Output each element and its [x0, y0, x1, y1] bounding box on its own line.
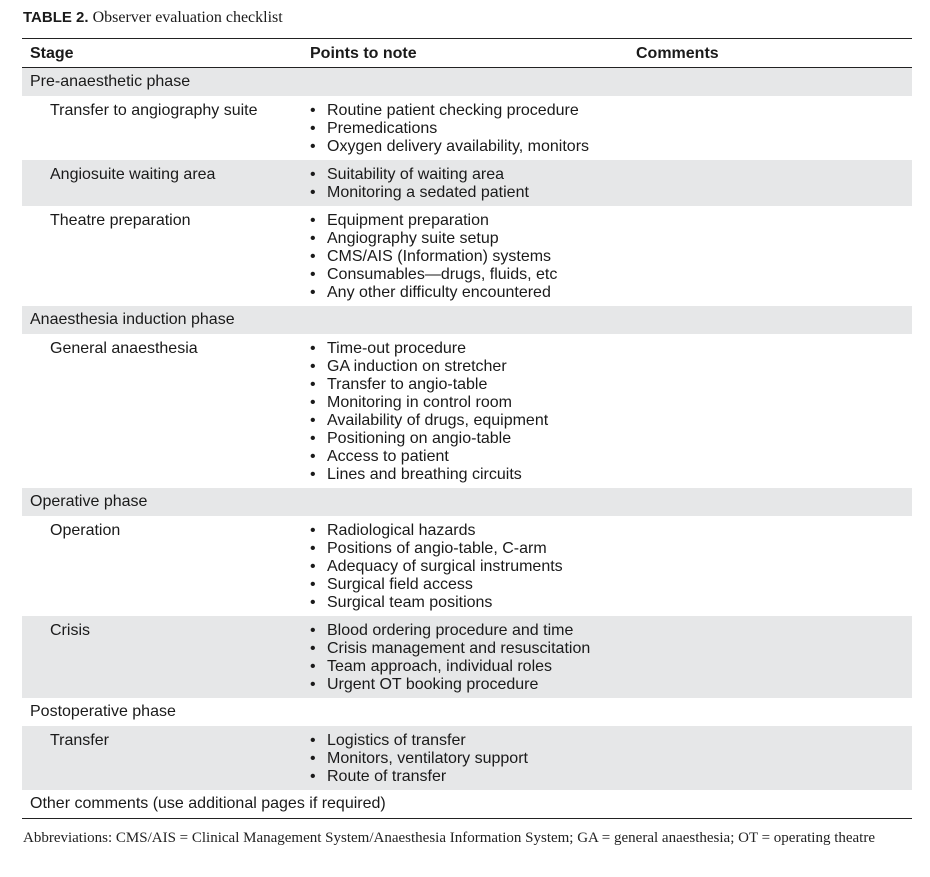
phase-label: Other comments (use additional pages if required)	[30, 795, 386, 812]
points-list	[310, 334, 548, 488]
phase-row	[22, 790, 912, 818]
point-item: • Transfer to angio-table	[310, 376, 548, 394]
point-item: • Suitability of waiting area	[310, 166, 529, 184]
point-item: • Radiological hazards	[310, 522, 563, 540]
point-item: • Premedications	[310, 120, 589, 138]
point-item: • Team approach, individual roles	[310, 658, 590, 676]
phase-label: Postoperative phase	[30, 703, 176, 720]
table-title: Observer evaluation checklist	[92, 9, 283, 26]
stage-row	[22, 160, 912, 206]
point-item: • Access to patient	[310, 448, 548, 466]
phase-row	[22, 306, 912, 334]
point-item: • Blood ordering procedure and time	[310, 622, 590, 640]
stage-label: Transfer	[50, 732, 109, 749]
points-list	[310, 206, 557, 306]
stage-row	[22, 206, 912, 306]
point-item: • Monitoring a sedated patient	[310, 184, 529, 202]
point-item: • Monitoring in control room	[310, 394, 548, 412]
phase-row	[22, 488, 912, 516]
point-item: • Consumables—drugs, fluids, etc	[310, 266, 557, 284]
point-item: • Positions of angio-table, C-arm	[310, 540, 563, 558]
points-list	[310, 616, 590, 698]
stage-label: Theatre preparation	[50, 212, 191, 229]
stage-label: Angiosuite waiting area	[50, 166, 216, 183]
checklist-table	[22, 38, 912, 819]
stage-label: Transfer to angiography suite	[50, 102, 258, 119]
phase-row	[22, 698, 912, 726]
table-header	[22, 39, 912, 68]
point-item: • Lines and breathing circuits	[310, 466, 548, 484]
header-comments: Comments	[636, 45, 719, 62]
point-item: • Surgical team positions	[310, 594, 563, 612]
points-list	[310, 96, 589, 160]
point-item: • Equipment preparation	[310, 212, 557, 230]
stage-row	[22, 516, 912, 616]
point-item: • CMS/AIS (Information) systems	[310, 248, 557, 266]
point-item: • Route of transfer	[310, 768, 528, 786]
header-points: Points to note	[310, 45, 417, 62]
table-caption	[23, 9, 283, 27]
stage-label: General anaesthesia	[50, 340, 198, 357]
table-label: TABLE 2.	[23, 9, 89, 26]
points-list	[310, 726, 528, 790]
point-item: • Routine patient checking procedure	[310, 102, 589, 120]
point-item: • Angiography suite setup	[310, 230, 557, 248]
stage-label: Operation	[50, 522, 121, 539]
point-item: • Time-out procedure	[310, 340, 548, 358]
abbreviations-footnote: Abbreviations: CMS/AIS = Clinical Management System/Anaesthesia Information System; GA = general anaesthesia; OT = operating theatre	[23, 830, 876, 846]
stage-row	[22, 334, 912, 488]
phase-label: Pre-anaesthetic phase	[30, 73, 191, 90]
stage-row	[22, 616, 912, 698]
points-list	[310, 160, 529, 206]
point-item: • Adequacy of surgical instruments	[310, 558, 563, 576]
point-item: • Positioning on angio-table	[310, 430, 548, 448]
point-item: • Crisis management and resuscitation	[310, 640, 590, 658]
point-item: • Oxygen delivery availability, monitors	[310, 138, 589, 156]
point-item: • Urgent OT booking procedure	[310, 676, 590, 694]
phase-row	[22, 68, 912, 96]
table-body	[22, 68, 912, 818]
point-item: • Availability of drugs, equipment	[310, 412, 548, 430]
point-item: • Surgical field access	[310, 576, 563, 594]
header-stage: Stage	[30, 45, 74, 62]
stage-label: Crisis	[50, 622, 90, 639]
phase-label: Operative phase	[30, 493, 148, 510]
phase-label: Anaesthesia induction phase	[30, 311, 235, 328]
point-item: • Any other difficulty encountered	[310, 284, 557, 302]
point-item: • Monitors, ventilatory support	[310, 750, 528, 768]
stage-row	[22, 96, 912, 160]
point-item: • Logistics of transfer	[310, 732, 528, 750]
stage-row	[22, 726, 912, 790]
point-item: • GA induction on stretcher	[310, 358, 548, 376]
points-list	[310, 516, 563, 616]
